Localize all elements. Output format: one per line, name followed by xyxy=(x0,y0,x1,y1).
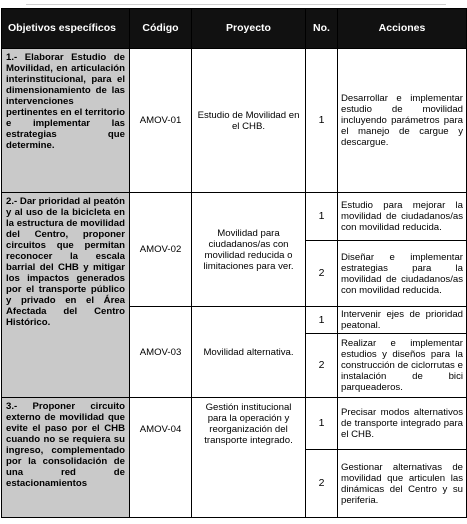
objective-2: 2.- Dar prioridad al peatón y al uso de la bicicleta en la estructura de movilidad del Centro, proponer circuitos que permitan reconocer la escala barrial del CHB y mitigar los impactos generados por el transporte público y privado en el Área Afectada del Centro Histórico. xyxy=(2,193,130,398)
header-codigo: Código xyxy=(130,9,192,49)
action-number: 1 xyxy=(306,193,338,241)
project-name: Estudio de Movilidad en el CHB. xyxy=(192,49,306,193)
action-number: 2 xyxy=(306,334,338,398)
action-number: 2 xyxy=(306,450,338,518)
table-row xyxy=(2,49,467,193)
action-number: 1 xyxy=(306,307,338,334)
project-code: AMOV-03 xyxy=(130,307,192,398)
header-proyecto: Proyecto xyxy=(192,9,306,49)
action-text: Desarrollar e implementar estudio de movilidad incluyendo parámetros para el manejo de cargue y descargue. xyxy=(338,49,467,193)
table-header-row xyxy=(2,9,467,49)
action-text: Gestionar alternativas de movilidad que articulen las dinámicas del Centro y su periferia. xyxy=(338,450,467,518)
action-text: Diseñar e implementar estrategias para la movilidad de ciudadanos/as con movilidad reducida. xyxy=(338,241,467,307)
project-code: AMOV-02 xyxy=(130,193,192,307)
action-number: 1 xyxy=(306,398,338,450)
action-text: Precisar modos alternativos de transporte integrado para el CHB. xyxy=(338,398,467,450)
table-row xyxy=(2,398,467,450)
action-text: Realizar e implementar estudios y diseños para la construcción de ciclorrutas e instalación de bici parqueaderos. xyxy=(338,334,467,398)
table-row xyxy=(2,193,467,241)
cropped-previous-line xyxy=(0,0,467,6)
action-text: Estudio para mejorar la movilidad de ciudadanos/as con movilidad reducida. xyxy=(338,193,467,241)
objective-1: 1.- Elaborar Estudio de Movilidad, en articulación interinstitucional, para el dimensionamiento de las intervenciones pertinentes en el territorio e implementar las estrategias que determine. xyxy=(2,49,130,193)
mobility-objectives-table xyxy=(1,8,467,518)
project-name: Gestión institucional para la operación y reorganización del transporte integrado. xyxy=(192,398,306,518)
action-number: 1 xyxy=(306,49,338,193)
action-text: Intervenir ejes de prioridad peatonal. xyxy=(338,307,467,334)
project-name: Movilidad alternativa. xyxy=(192,307,306,398)
header-no: No. xyxy=(306,9,338,49)
objective-3: 3.- Proponer circuito externo de movilidad que evite el paso por el CHB cuando no se requiera su ingreso, complementado por la consolidación de una red de estacionamientos xyxy=(2,398,130,518)
project-code: AMOV-04 xyxy=(130,398,192,518)
action-number: 2 xyxy=(306,241,338,307)
project-name: Movilidad para ciudadanos/as con movilidad reducida o limitaciones para ver. xyxy=(192,193,306,307)
header-objetivos: Objetivos específicos xyxy=(2,9,130,49)
header-acciones: Acciones xyxy=(338,9,467,49)
project-code: AMOV-01 xyxy=(130,49,192,193)
